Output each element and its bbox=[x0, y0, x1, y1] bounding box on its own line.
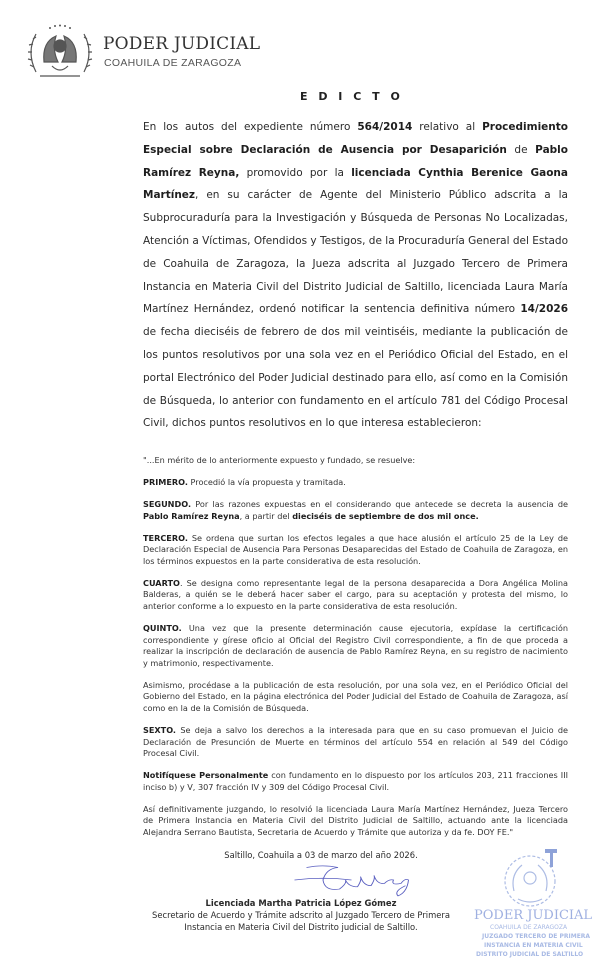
bold-text-segment: QUINTO. bbox=[143, 623, 182, 634]
bold-text-segment: Pablo Ramírez Reyna bbox=[143, 510, 240, 521]
resolutivo-paragraph bbox=[143, 623, 568, 669]
document-title: E D I C T O bbox=[300, 90, 404, 103]
text-segment: Se deja a salvo los derechos a la interesada para que en su caso promuevan el Juicio de Declaración de Presunción de Muerte en términos del artículo 554 en relación al 549 del Código Procesal Civil. bbox=[143, 724, 568, 759]
bold-text-segment: 564/2014 bbox=[357, 121, 413, 133]
resolutivos bbox=[143, 455, 568, 838]
court-seal bbox=[468, 853, 604, 959]
bold-text-segment: TERCERO. bbox=[143, 532, 188, 543]
text-segment: con fundamento en lo dispuesto por los artículos 203, 211 fracciones III inciso b) y V, 307 fracción IV y 309 del Código Procesal Civil. bbox=[143, 770, 568, 792]
signer-name: Licenciada Martha Patricia López Gómez bbox=[205, 897, 397, 908]
bold-text-segment: SEXTO. bbox=[143, 724, 177, 735]
handwritten-signature bbox=[293, 863, 443, 897]
svg-text:INSTANCIA EN MATERIA CIVIL: INSTANCIA EN MATERIA CIVIL bbox=[484, 941, 583, 949]
text-segment: Una vez que la presente determinación cause ejecutoria, expídase la certificación correspondiente y gírese oficio al Oficial del Registro Civil correspondiente, a fin de que proceda a realizar la inscripción de declaración de ausencia de Pablo Ramírez Reyna, en su registro de nacimiento y matrimonio, respectivamente. bbox=[143, 623, 568, 668]
resolutivo-paragraph bbox=[143, 477, 568, 489]
org-subtitle: COAHUILA DE ZARAGOZA bbox=[104, 57, 242, 69]
resolutivo-paragraph bbox=[143, 680, 568, 715]
text-segment: relativo al bbox=[412, 121, 483, 133]
signer-role-continued: Instancia en Materia Civil del Distrito judicial de Saltillo. bbox=[184, 921, 418, 932]
text-segment: Asimismo, procédase a la publicación de esta resolución, por una sola vez, en el Periódico Oficial del Gobierno del Estado, en la página electrónica del Poder Judicial del Estado de Coahuila de Zaragoza, así como en la de la Comisión de Búsqueda. bbox=[143, 679, 568, 713]
text-segment: "...En mérito de lo anteriormente expuesto y fundado, se resuelve: bbox=[143, 455, 416, 466]
bold-text-segment: licenciada Cynthia Berenice Gaona Martínez bbox=[143, 166, 568, 202]
svg-text:COAHUILA DE ZARAGOZA: COAHUILA DE ZARAGOZA bbox=[490, 923, 568, 931]
text-segment: Por las razones expuestas en el considerando que antecede se decreta la ausencia de bbox=[191, 499, 568, 510]
place-date: Saltillo, Coahuila a 03 de marzo del año 2026. bbox=[224, 849, 418, 860]
org-name: PODER JUDICIAL bbox=[103, 34, 261, 54]
bold-text-segment: Pablo Ramírez Reyna, bbox=[143, 143, 568, 179]
coat-of-arms-logo bbox=[22, 22, 98, 82]
bold-text-segment: dieciséis de septiembre de dos mil once. bbox=[292, 510, 479, 521]
resolutivo-paragraph bbox=[143, 499, 568, 522]
document-body bbox=[143, 116, 593, 959]
signer-role: Secretario de Acuerdo y Trámite adscrito al Juzgado Tercero de Primera bbox=[152, 909, 450, 920]
text-segment: En los autos del expediente número bbox=[143, 121, 358, 133]
text-segment: , a partir del bbox=[239, 510, 293, 521]
resolutivo-paragraph bbox=[143, 804, 568, 839]
main-paragraph bbox=[143, 116, 568, 435]
text-segment: de bbox=[506, 143, 536, 156]
resolutivo-paragraph bbox=[143, 455, 568, 467]
svg-text:JUZGADO TERCERO DE PRIMERA: JUZGADO TERCERO DE PRIMERA bbox=[482, 932, 591, 940]
resolutivo-paragraph bbox=[143, 725, 568, 760]
bold-text-segment: SEGUNDO. bbox=[143, 499, 192, 510]
text-segment: Procedió la vía propuesta y tramitada. bbox=[187, 477, 346, 488]
signature-text bbox=[143, 849, 459, 933]
svg-text:DISTRITO JUDICIAL DE SALTILLO: DISTRITO JUDICIAL DE SALTILLO bbox=[476, 950, 584, 958]
text-segment: promovido por la bbox=[239, 166, 352, 179]
svg-text:PODER JUDICIAL: PODER JUDICIAL bbox=[474, 907, 593, 923]
resolutivo-paragraph bbox=[143, 533, 568, 568]
bold-text-segment: CUARTO bbox=[143, 577, 180, 588]
signature-block bbox=[143, 849, 593, 959]
margin-mark bbox=[545, 849, 557, 867]
bold-text-segment: PRIMERO. bbox=[143, 477, 188, 488]
resolutivo-paragraph bbox=[143, 770, 568, 793]
text-segment: . Se designa como representante legal de la persona desaparecida a Dora Angélica Molina Balderas, a quién se le deberá hacer saber el cargo, para su aceptación y protesta del mismo, lo anterior conforme a lo expuesto en la parte considerativa de esta resolución. bbox=[143, 577, 568, 612]
text-segment: Se ordena que surtan los efectos legales a que hace alusión el artículo 25 de la Ley de Declaración Especial de Ausencia Para Personas Desaparecidas del Estado de Coahuila de Zaragoza, en los términos expuestos en la parte considerativa de esta resolución. bbox=[143, 532, 568, 566]
bold-text-segment: 14/2026 bbox=[520, 303, 568, 316]
bold-text-segment: Notifíquese Personalmente bbox=[143, 770, 269, 781]
text-segment: Así definitivamente juzgando, lo resolvió la licenciada Laura María Martínez Hernández, Jueza Tercero de Primera Instancia en Materia Civil del Distrito Judicial de Saltillo, actuando ante la licenciada Alejandra Serrano Bautista, Secretaria de Acuerdo y Trámite que autoriza y da fe. DOY FE." bbox=[143, 803, 568, 837]
bold-text-segment: Procedimiento Especial sobre Declaración de Ausencia por Desaparición bbox=[143, 121, 568, 156]
text-segment: , en su carácter de Agente del Ministerio Público adscrita a la Subprocuraduría para la Investigación y Búsqueda de Personas No Localizadas, Atención a Víctimas, Ofendidos y Testigos, de la Procuraduría General del Estado de Coahuila de Zaragoza, la Jueza adscrita al Juzgado Tercero de Primera Instancia en Materia Civil del Distrito Judicial de Saltillo, licenciada Laura María Martínez Hernández, ordenó notificar la sentencia definitiva número bbox=[143, 189, 568, 316]
text-segment: de fecha dieciséis de febrero de dos mil veintiséis, mediante la publicación de los puntos resolutivos por una sola vez en el Periódico Oficial del Estado, en el portal Electrónico del Poder Judicial destinado para ello, así como en la Comisión de Búsqueda, lo anterior con fundamento en el artículo 781 del Código Procesal Civil, dichos puntos resolutivos en lo que interesa establecieron: bbox=[143, 326, 568, 430]
resolutivo-paragraph bbox=[143, 578, 568, 613]
